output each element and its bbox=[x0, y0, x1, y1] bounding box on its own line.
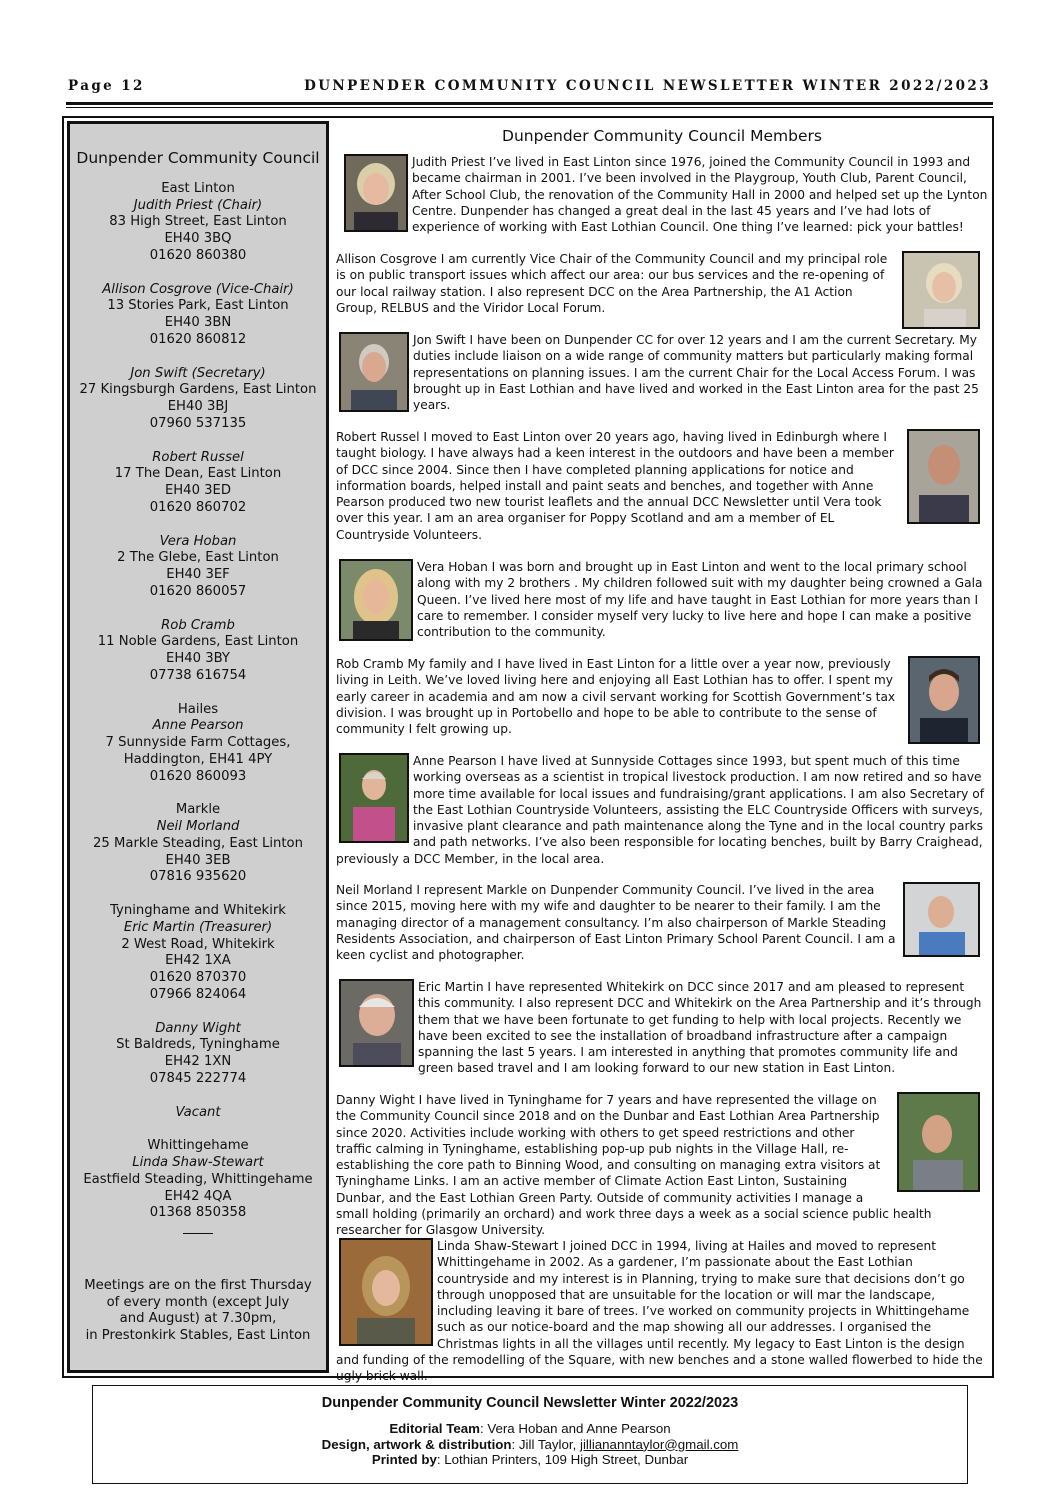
phone-number: 01620 860380 bbox=[149, 247, 247, 263]
phone-number: 07960 537135 bbox=[149, 415, 247, 431]
postcode: EH40 3EF bbox=[166, 567, 230, 583]
contact-entry bbox=[70, 903, 326, 1004]
member-name: Allison Cosgrove (Vice-Chair) bbox=[102, 281, 294, 297]
newsletter-title: DUNPENDER COMMUNITY COUNCIL NEWSLETTER WINTER 2022/2023 bbox=[304, 78, 991, 94]
members-section bbox=[336, 122, 988, 1384]
member-text: I joined DCC in 1994, living at Hailes and moved to represent Whittingehame in 2002. As a gardener, I’m passionate about the East Lothian countryside and my interest is in Planning, trying to make sure that decisions don’t go through unopposed that are unsuitable for the location or will mar the landscape, including leaving it bare of trees. I’ve worked on community projects in Whittingehame such as our notice-board and the map showing all our addresses. I organised the Christmas lights in all the villages until recently. My legacy to East Linton is the design and funding of the remodelling of the Square, with new benches and a stone walled flowerbed to hide the ugly brick wall. bbox=[336, 1239, 983, 1384]
meetings-line: Meetings are on the first Thursday bbox=[84, 1278, 312, 1293]
phone-number: 07845 222774 bbox=[149, 1071, 247, 1087]
contacts-sidebar bbox=[67, 121, 329, 1373]
postcode: EH40 3ED bbox=[164, 483, 232, 499]
member-name: Anne Pearson bbox=[152, 718, 244, 734]
address-line: 2 The Glebe, East Linton bbox=[117, 550, 279, 566]
address-line: 83 High Street, East Linton bbox=[109, 214, 287, 230]
sidebar-divider bbox=[183, 1233, 213, 1234]
contact-entry bbox=[70, 1021, 326, 1088]
sidebar-title: Dunpender Community Council bbox=[76, 149, 320, 167]
member-photo bbox=[339, 559, 413, 641]
printed-value: : Lothian Printers, 109 High Street, Dunbar bbox=[436, 1451, 689, 1467]
editorial-label: Editorial Team bbox=[389, 1421, 480, 1437]
member-name: Linda Shaw-Stewart bbox=[132, 1155, 264, 1171]
member-name: Linda Shaw-Stewart bbox=[437, 1239, 559, 1253]
member-name: Rob Cramb bbox=[336, 657, 404, 671]
member-bio bbox=[336, 1238, 988, 1385]
contact-entry bbox=[70, 450, 326, 517]
member-bio bbox=[336, 979, 988, 1077]
address-line: 17 The Dean, East Linton bbox=[114, 466, 282, 482]
member-name: Danny Wight bbox=[336, 1093, 415, 1107]
member-bio bbox=[336, 656, 988, 744]
phone-number: 01620 860812 bbox=[149, 331, 247, 347]
credits-title: Dunpender Community Council Newsletter Winter 2022/2023 bbox=[321, 1395, 739, 1411]
member-name: Eric Martin (Treasurer) bbox=[123, 919, 273, 935]
contact-entry bbox=[70, 181, 326, 265]
member-photo bbox=[903, 882, 980, 957]
address-line: 27 Kingsburgh Gardens, East Linton bbox=[79, 382, 317, 398]
address-line: St Baldreds, Tyninghame bbox=[116, 1037, 280, 1053]
member-text: I have lived at Sunnyside Cottages since 1993, but spent much of this time working overseas as a scientist in tropical livestock production. I am now retired and so have more time available for local issues and fundraising/grant applications. I am also Secretary of the East Lothian Countryside Volunteers, assisting the ELC Countryside Officers with surveys, invasive plant clearance and path maintenance along the Tyne and in the local country parks and path networks. I’ve also been responsible for locating benches, built by Barry Craighead, previously a DCC Member, in the local area. bbox=[336, 754, 985, 866]
member-name: Neil Morland bbox=[156, 819, 240, 835]
member-bio bbox=[336, 251, 988, 329]
member-photo bbox=[339, 332, 409, 412]
printed-label: Printed by bbox=[371, 1451, 437, 1467]
member-photo bbox=[907, 429, 980, 524]
contact-entry bbox=[70, 802, 326, 886]
postcode: EH42 1XA bbox=[165, 953, 231, 969]
contact-entry bbox=[70, 282, 326, 349]
postcode: EH40 3BQ bbox=[164, 231, 232, 247]
address-line: Haddington, EH41 4PY bbox=[123, 751, 273, 767]
member-name: Allison Cosgrove bbox=[336, 252, 437, 266]
header-rule-thick bbox=[66, 102, 993, 105]
phone-number: 01620 870370 bbox=[149, 970, 247, 986]
ward-name: East Linton bbox=[161, 180, 235, 196]
member-text: I moved to East Linton over 20 years ago, having lived in Edinburgh where I taught biology. I have always had a keen interest in the outdoors and have been a member of DCC since 2004. Since then I have completed planning applications for notice and information boards, helped install and paint seats and benches, and together with Anne Pearson produced two new tourist leaflets and the annual DCC Newsletter until Vera took over this year. I am an area organiser for Poppy Scotland and am a member of EL Countryside Volunteers. bbox=[336, 430, 894, 542]
member-bio bbox=[336, 1092, 988, 1239]
page-number: Page 12 bbox=[68, 78, 145, 94]
member-name: Jon Swift (Secretary) bbox=[130, 365, 266, 381]
address-line: 7 Sunnyside Farm Cottages, bbox=[105, 735, 291, 751]
section-title: Dunpender Community Council Members bbox=[502, 127, 822, 145]
header-rule-thin bbox=[66, 107, 993, 108]
address-line: Eastfield Steading, Whittingehame bbox=[83, 1171, 313, 1187]
member-photo bbox=[897, 1092, 980, 1192]
contact-entry bbox=[70, 1138, 326, 1222]
design-label: Design, artwork & distribution bbox=[321, 1436, 512, 1452]
phone-number: 07966 824064 bbox=[149, 987, 247, 1003]
vacant-seat: Vacant bbox=[175, 1104, 221, 1120]
email-link[interactable]: jilliananntaylor@gmail.com bbox=[580, 1436, 739, 1452]
editorial-line bbox=[93, 1421, 967, 1436]
meetings-line: in Prestonkirk Stables, East Linton bbox=[85, 1327, 311, 1343]
member-name: Vera Hoban bbox=[417, 560, 488, 574]
member-text: I was born and brought up in East Linton and went to the local primary school along with my 2 brothers . My children followed suit with my daughter being crowned a Gala Queen. I’ve lived here most of my life and have taught in East Lothian for more years than I care to remember. I consider myself very lucky to live here and hope I can make a positive contribution to the community. bbox=[417, 560, 983, 640]
member-bio bbox=[336, 753, 988, 867]
member-name: Vera Hoban bbox=[159, 533, 237, 549]
phone-number: 01368 850358 bbox=[149, 1205, 247, 1221]
member-photo bbox=[339, 753, 409, 843]
phone-number: 07738 616754 bbox=[149, 667, 247, 683]
member-name: Rob Cramb bbox=[161, 617, 235, 633]
ward-name: Markle bbox=[175, 802, 221, 818]
member-text: I am currently Vice Chair of the Community Council and my principal role is on public transport issues which affect our area: our bus services and the re-opening of our local railway station. I also represent DCC on the Area Partnership, the A1 Action Group, RELBUS and the Viridor Local Forum. bbox=[336, 252, 888, 315]
phone-number: 01620 860702 bbox=[149, 499, 247, 515]
member-bio bbox=[336, 882, 988, 963]
member-name: Robert Russel bbox=[336, 430, 420, 444]
phone-number: 07816 935620 bbox=[149, 869, 247, 885]
address-line: 11 Noble Gardens, East Linton bbox=[97, 634, 299, 650]
postcode: EH40 3EB bbox=[165, 852, 231, 868]
member-bio bbox=[336, 429, 988, 543]
member-name: Judith Priest bbox=[412, 155, 485, 169]
member-bio bbox=[336, 154, 988, 235]
contact-entry bbox=[70, 618, 326, 685]
postcode: EH42 1XN bbox=[164, 1054, 232, 1070]
member-name: Robert Russel bbox=[152, 449, 244, 465]
contact-entry bbox=[70, 534, 326, 601]
editorial-value: : Vera Hoban and Anne Pearson bbox=[479, 1421, 671, 1437]
member-name: Jon Swift bbox=[413, 333, 466, 347]
postcode: EH40 3BN bbox=[164, 315, 232, 331]
member-name: Neil Morland bbox=[336, 883, 413, 897]
phone-number: 01620 860093 bbox=[149, 768, 247, 784]
contact-entry bbox=[70, 1105, 326, 1122]
meetings-info bbox=[70, 1278, 326, 1344]
member-text: My family and I have lived in East Linton for a little over a year now, previously living in Leith. We’ve loved living here and enjoying all East Lothian has to offer. I spent my early career in academia and am now a civil servant working for Scottish Government’s tax division. I was brought up in Portobello and hope to be able to contribute to the sense of community I felt growing up. bbox=[336, 657, 896, 737]
ward-name: Tyninghame and Whitekirk bbox=[110, 903, 286, 919]
ward-name: Hailes bbox=[177, 701, 219, 717]
member-photo bbox=[902, 251, 980, 329]
member-photo bbox=[339, 979, 414, 1067]
address-line: 25 Markle Steading, East Linton bbox=[93, 835, 303, 851]
postcode: EH42 4QA bbox=[164, 1188, 232, 1204]
address-line: 13 Stories Park, East Linton bbox=[107, 298, 289, 314]
postcode: EH40 3BY bbox=[166, 651, 230, 667]
newsletter-credits bbox=[92, 1385, 968, 1484]
ward-name: Whittingehame bbox=[147, 1138, 249, 1154]
printed-line bbox=[93, 1452, 967, 1467]
member-photo bbox=[344, 154, 408, 232]
member-name: Eric Martin bbox=[418, 980, 484, 994]
member-photo bbox=[908, 656, 980, 744]
member-bio bbox=[336, 559, 988, 641]
member-text: I have been on Dunpender CC for over 12 years and I am the current Secretary. My duties include liaison on a wide range of community matters but particularly making formal representations on planning issues. I am the current Chair for the Local Access Forum. I was brought up in East Lothian and have lived and worked in the East Linton area for the past 25 years. bbox=[413, 333, 979, 413]
postcode: EH40 3BJ bbox=[167, 399, 229, 415]
contact-entry bbox=[70, 702, 326, 786]
page-header bbox=[68, 78, 991, 100]
member-text: I have represented Whitekirk on DCC since 2017 and am pleased to represent this community. I also represent DCC and Whitekirk on the Area Partnership and it’s through them that we have been fortunate to get funding to help with local projects. Recently we have been excited to see the installation of broadband infrastructure after a campaign spanning the last 5 years. I am interested in anything that promotes community life and green based travel and I am looking forward to our new station in East Linton. bbox=[418, 980, 982, 1076]
member-name: Anne Pearson bbox=[413, 754, 497, 768]
member-photo bbox=[339, 1238, 433, 1346]
contact-entry bbox=[70, 366, 326, 433]
address-line: 2 West Road, Whitekirk bbox=[121, 936, 275, 952]
design-line bbox=[93, 1437, 967, 1452]
meetings-line: and August) at 7.30pm, bbox=[119, 1311, 277, 1327]
member-text: I represent Markle on Dunpender Community Council. I’ve lived in the area since 2015, moving here with my wife and daughter to be nearer to their family. I am the managing director of a management consultancy. I’m also chairperson of Markle Steading Residents Association, and chairperson of East Linton Primary School Parent Council. I am a keen cyclist and photographer. bbox=[336, 883, 896, 963]
member-name: Judith Priest (Chair) bbox=[133, 197, 263, 213]
meetings-line: of every month (except July bbox=[106, 1294, 290, 1310]
phone-number: 01620 860057 bbox=[149, 583, 247, 599]
member-text: I have lived in Tyninghame for 7 years and have represented the village on the Community Council since 2018 and on the Dunbar and East Lothian Area Partnership since 2020. Activities include working with others to get speed restrictions and other traffic calming in Tyninghame, establishing pop-up pub nights in the Village Hall, re-establishing the core path to Binning Wood, and consulting on managing extra visitors at Tyninghame Links. I am an active member of Climate Action East Linton, Sustaining Dunbar, and the East Lothian Green Party. Outside of community activities I manage a small holding (primarily an orchard) and work three days a week as a social science public health researcher for Glasgow University. bbox=[336, 1093, 932, 1238]
design-value: : Jill Taylor, bbox=[511, 1436, 580, 1452]
member-text: I’ve lived in East Linton since 1976, joined the Community Council in 1993 and became chairman in 2001. I’ve been involved in the Playgroup, Youth Club, Parent Council, After School Club, the renovation of the Community Hall in 2000 and helped set up the Lynton Centre. Dunpender has changed a great deal in the last 45 years and I’ve had lots of experience of working with East Lothian Council. One thing I’ve learned: pick your battles! bbox=[412, 155, 988, 235]
member-name: Danny Wight bbox=[155, 1020, 241, 1036]
member-bio bbox=[336, 332, 988, 413]
